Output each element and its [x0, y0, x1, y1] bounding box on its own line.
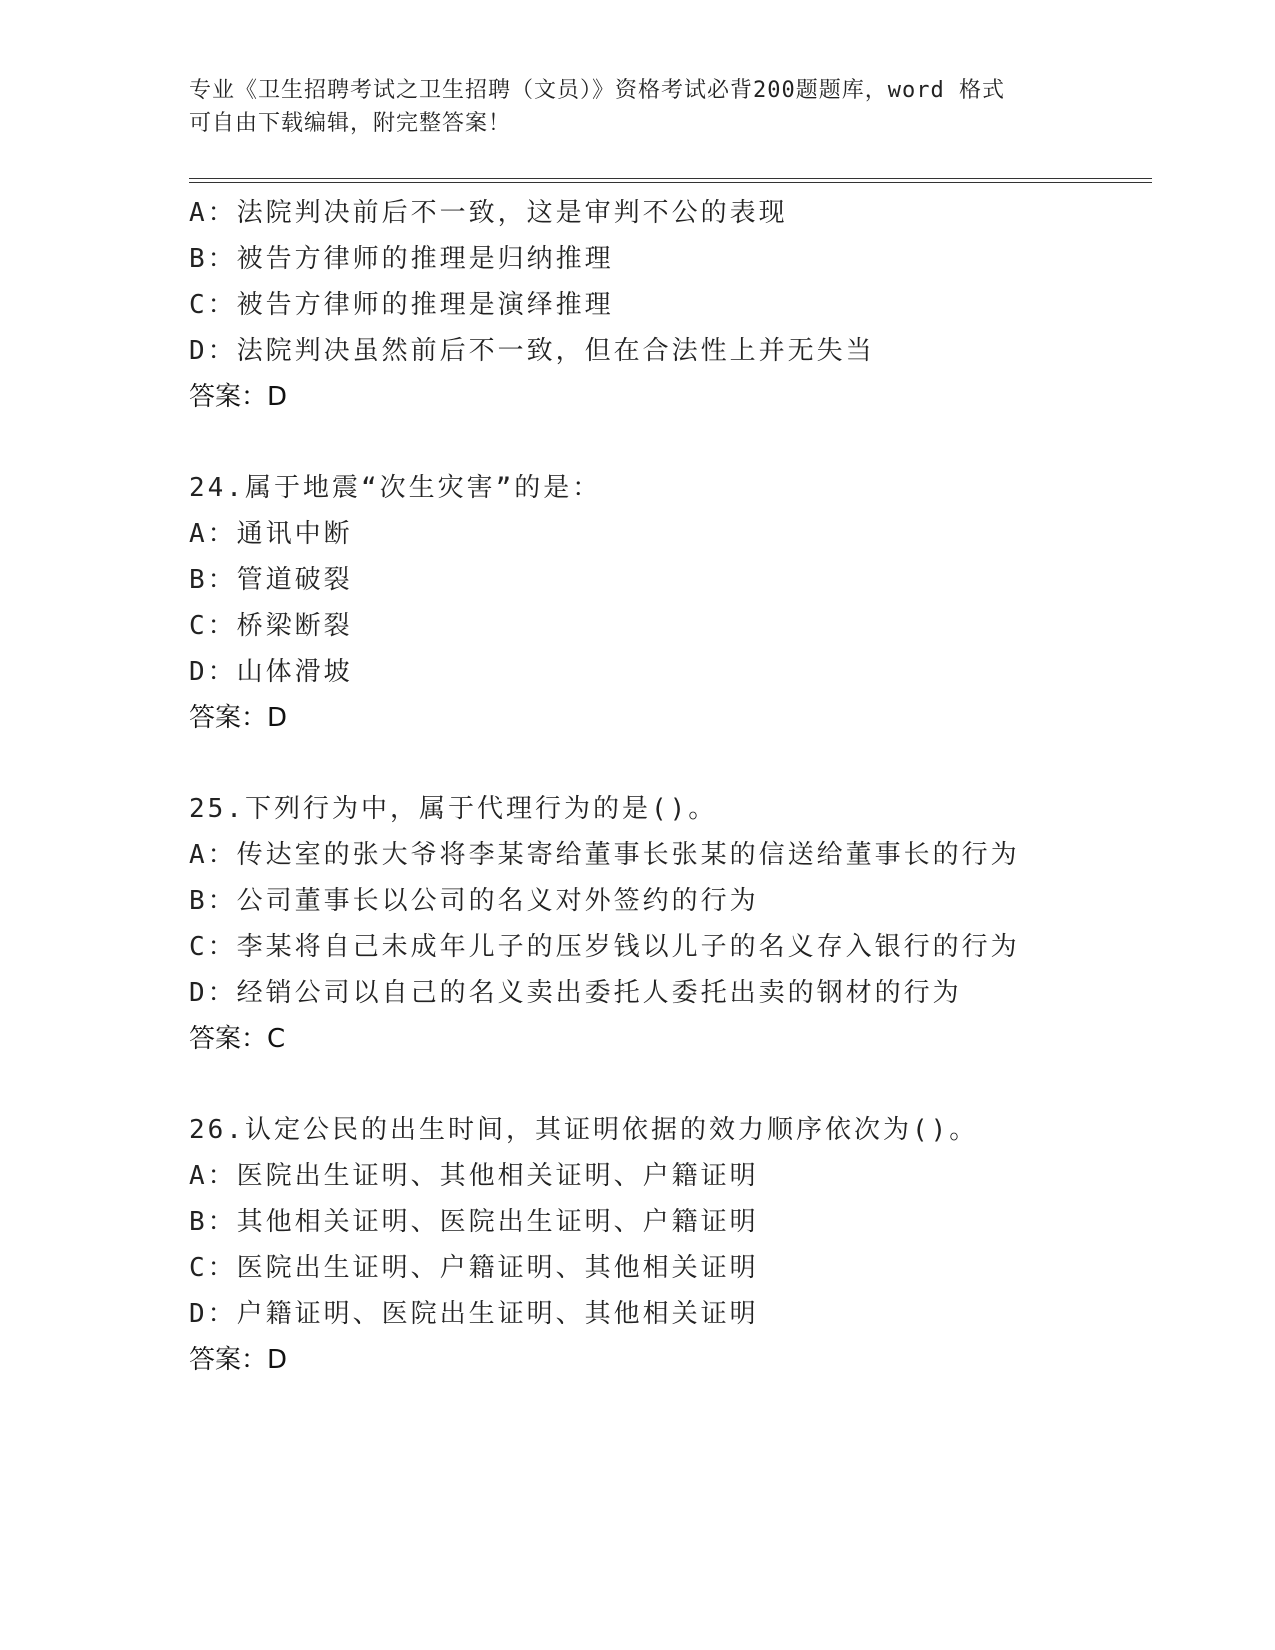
header-double-rule: [189, 178, 1152, 183]
option-b: B：管道破裂: [189, 565, 353, 595]
header-title-line-1: 专业《卫生招聘考试之卫生招聘（文员）》资格考试必背200题题库，word 格式: [189, 78, 1005, 103]
option-a: A：通讯中断: [189, 519, 353, 549]
option-b: B：其他相关证明、医院出生证明、户籍证明: [189, 1207, 759, 1237]
option-a: A：传达室的张大爷将李某寄给董事长张某的信送给董事长的行为: [189, 840, 1020, 870]
question-block-24: [189, 465, 1149, 741]
answer-line: 答案：C: [189, 1024, 286, 1054]
option-a: A：法院判决前后不一致，这是审判不公的表现: [189, 198, 788, 228]
question-stem: 25.下列行为中，属于代理行为的是()。: [189, 794, 718, 824]
answer-line: 答案：D: [189, 1345, 288, 1375]
option-c: C：被告方律师的推理是演绎推理: [189, 290, 614, 320]
question-stem: 26.认定公民的出生时间，其证明依据的效力顺序依次为()。: [189, 1115, 979, 1145]
option-d: D：经销公司以自己的名义卖出委托人委托出卖的钢材的行为: [189, 978, 962, 1008]
option-b: B：公司董事长以公司的名义对外签约的行为: [189, 886, 759, 916]
question-stem: 24.属于地震“次生灾害”的是：: [189, 473, 602, 503]
option-d: D：山体滑坡: [189, 657, 353, 687]
option-d: D：户籍证明、医院出生证明、其他相关证明: [189, 1299, 759, 1329]
option-b: B：被告方律师的推理是归纳推理: [189, 244, 614, 274]
question-block-23: [189, 190, 1149, 420]
document-header: [189, 74, 1089, 140]
option-d: D：法院判决虽然前后不一致，但在合法性上并无失当: [189, 336, 875, 366]
option-c: C：医院出生证明、户籍证明、其他相关证明: [189, 1253, 759, 1283]
question-list: [189, 190, 1149, 1428]
option-c: C：李某将自己未成年儿子的压岁钱以儿子的名义存入银行的行为: [189, 932, 1020, 962]
answer-line: 答案：D: [189, 703, 288, 733]
option-a: A：医院出生证明、其他相关证明、户籍证明: [189, 1161, 759, 1191]
question-block-26: [189, 1107, 1149, 1383]
option-c: C：桥梁断裂: [189, 611, 353, 641]
answer-line: 答案：D: [189, 382, 288, 412]
question-block-25: [189, 786, 1149, 1062]
header-title-line-2: 可自由下载编辑，附完整答案！: [189, 111, 512, 136]
